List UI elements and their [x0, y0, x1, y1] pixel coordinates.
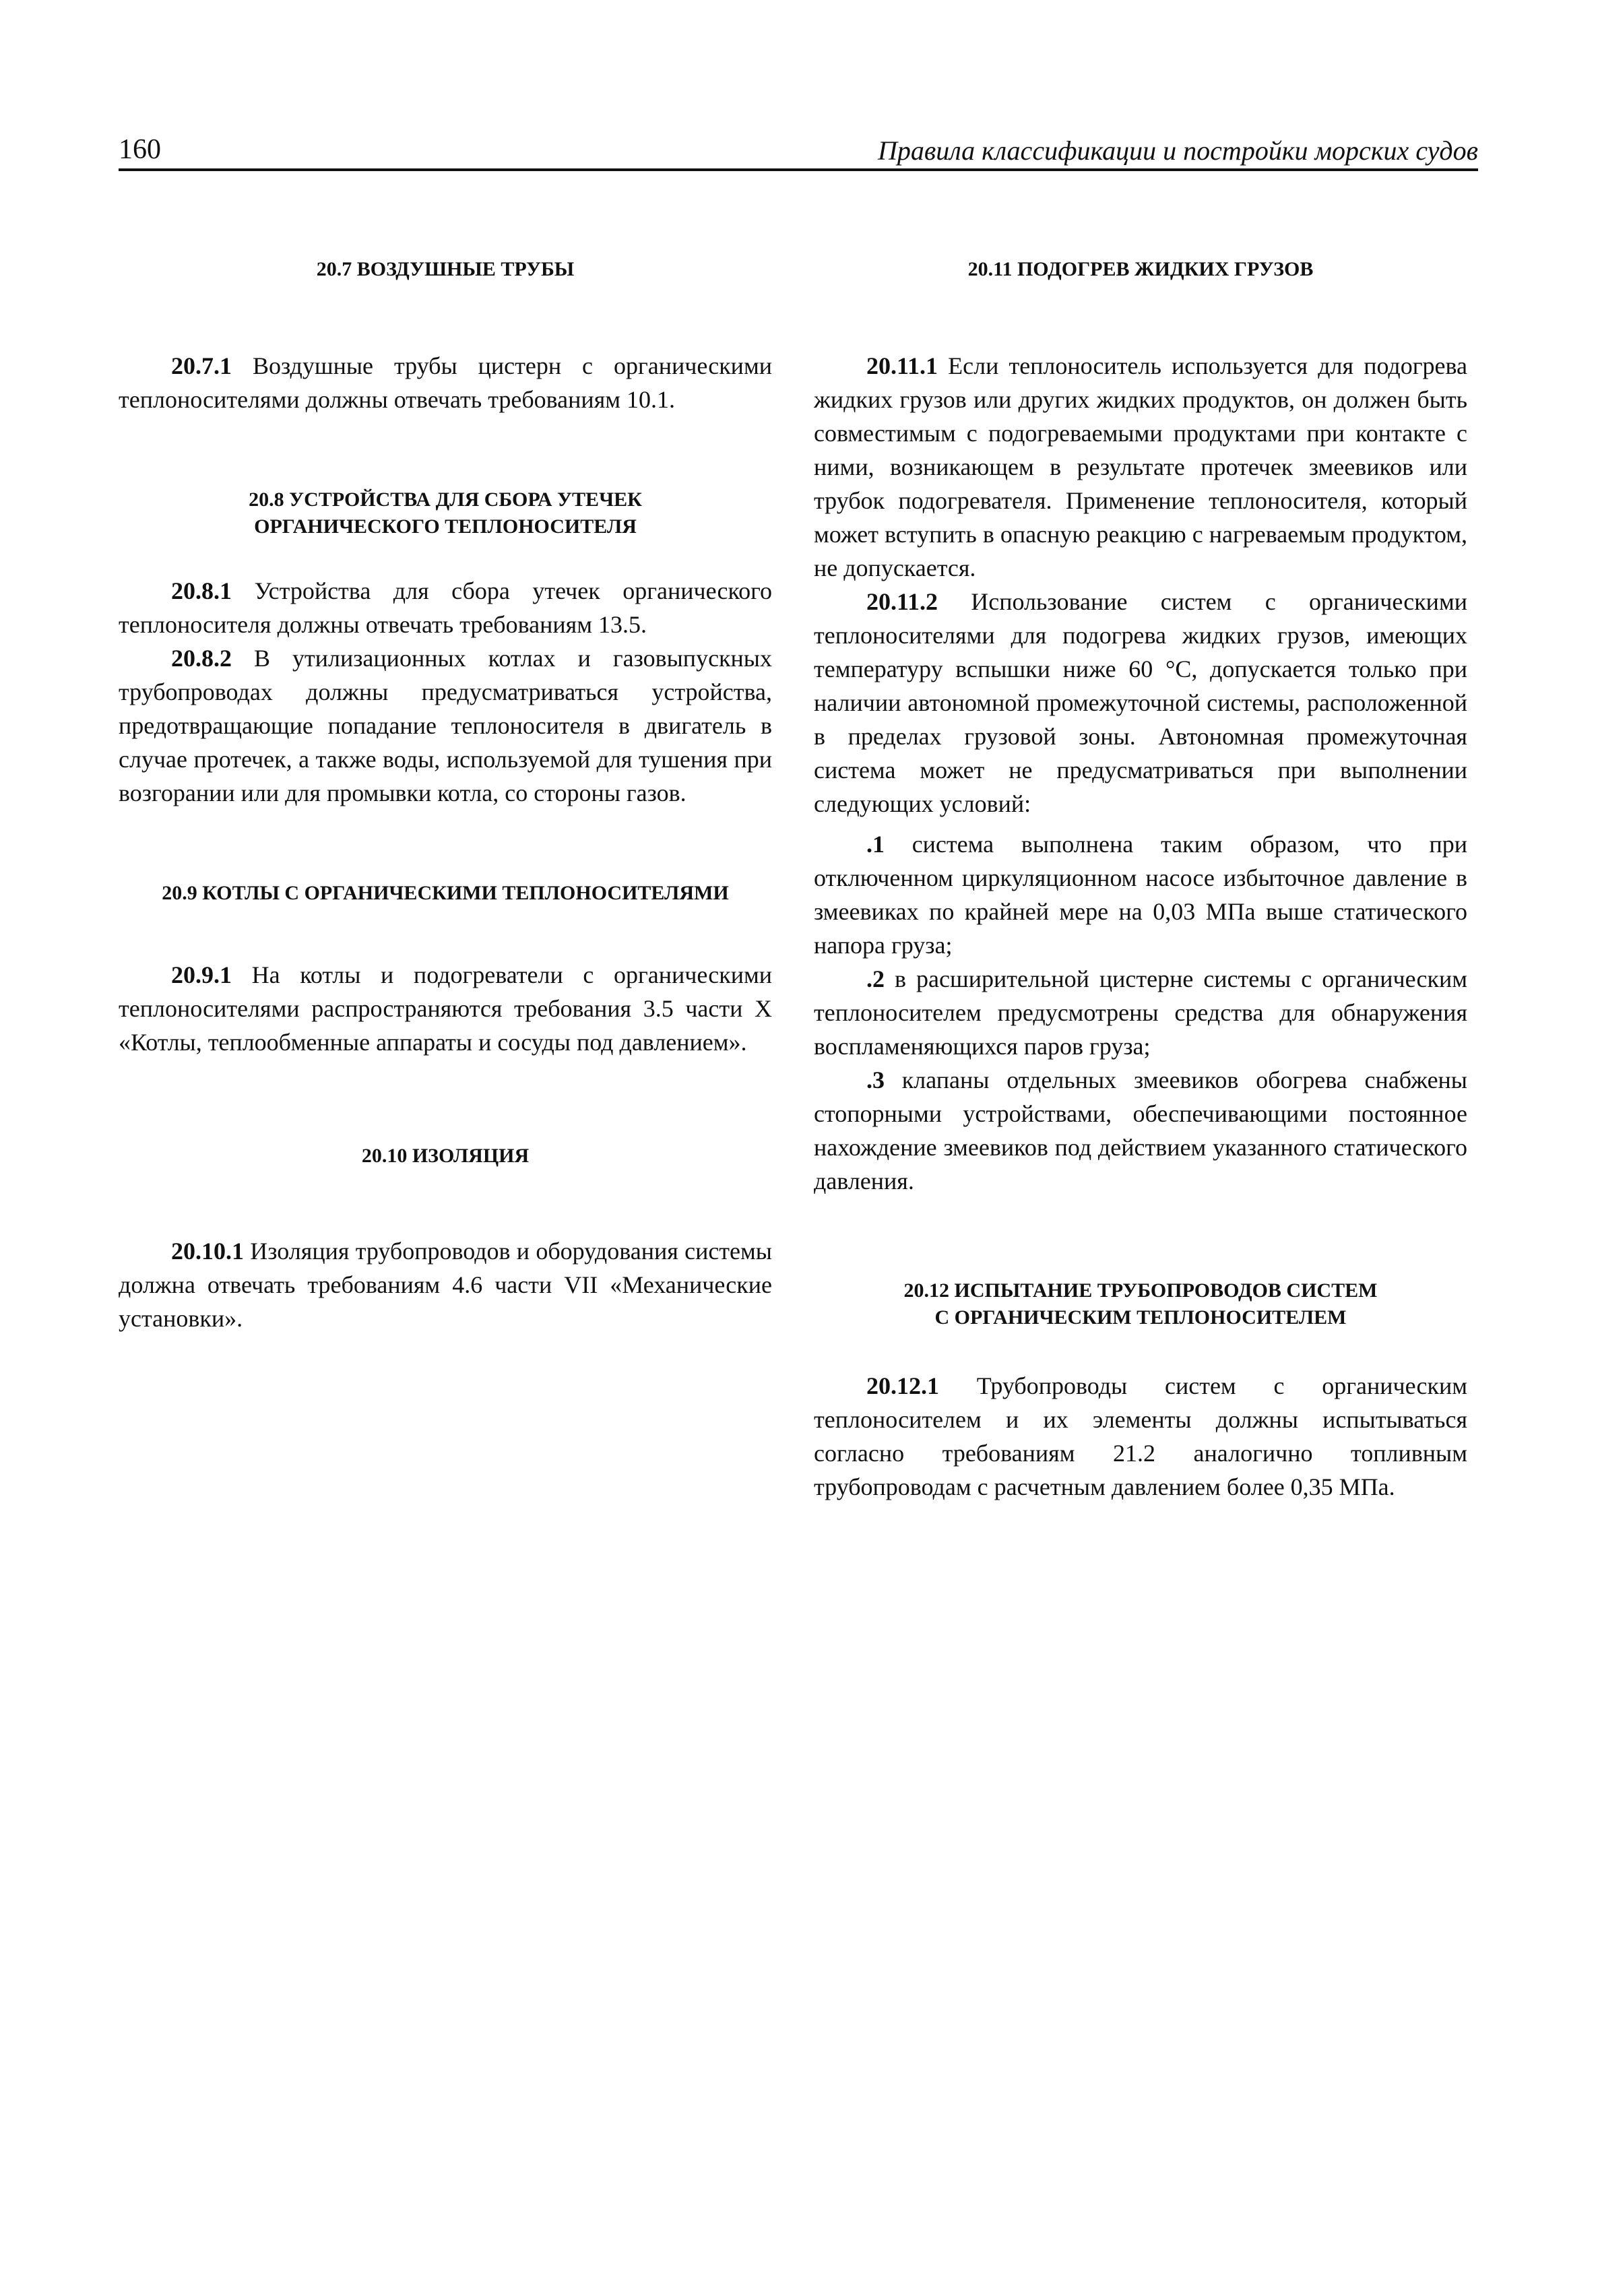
header-rule	[119, 168, 1478, 171]
list-marker: .1	[866, 831, 885, 858]
paragraph-20-7-1	[119, 349, 772, 416]
heading-line: С ОРГАНИЧЕСКИМ ТЕПЛОНОСИТЕЛЕМ	[934, 1306, 1347, 1329]
right-column	[814, 256, 1467, 1504]
heading-line: 20.8 УСТРОЙСТВА ДЛЯ СБОРА УТЕЧЕК	[249, 488, 642, 511]
clause-number: 20.11.2	[866, 588, 938, 615]
clause-text: Использование систем с органическими теплоносителями для подогрева жидких грузов, имеющих температуру вспышки ниже 60 °С, допускается только при наличии автономной промежуточной системы, расположенной в пределах грузовой зоны. Автономная промежуточная система может не предусматриваться при выполнении следующих условий:	[814, 588, 1467, 817]
list-item-2	[814, 962, 1467, 1063]
list-item-text: клапаны отдельных змеевиков обогрева снабжены стопорными устройствами, обеспечивающими постоянное нахождение змеевиков под действием указанного статического давления.	[814, 1066, 1467, 1194]
list-item-text: система выполнена таким образом, что при отключенном циркуляционном насосе избыточное давление в змеевиках по крайней мере на 0,03 МПа выше статического напора груза;	[814, 831, 1467, 959]
clause-text: На котлы и подогреватели с органическими теплоносителями распространяются требования 3.5 части X «Котлы, теплообменные аппараты и сосуды под давлением».	[119, 961, 772, 1056]
clause-text: Устройства для сбора утечек органического теплоносителя должны отвечать требованиям 13.5.	[119, 577, 772, 638]
list-item-1	[814, 827, 1467, 962]
section-heading-20-7: 20.7 ВОЗДУШНЫЕ ТРУБЫ	[316, 258, 575, 280]
clause-number: 20.11.1	[866, 352, 938, 379]
clause-text: Изоляция трубопроводов и оборудования системы должна отвечать требованиям 4.6 части VII «Механические установки».	[119, 1238, 772, 1332]
clause-text: Если теплоноситель используется для подогрева жидких грузов или других жидких продуктов, он должен быть совместимым с подогреваемыми продуктами при контакте с ними, возникающем в результате протечек змеевиков или трубок подогревателя. Применение теплоносителя, который может вступить в опасную реакцию с нагреваемым продуктом, не допускается.	[814, 352, 1467, 581]
list-marker: .3	[866, 1066, 885, 1093]
paragraph-20-8-2	[119, 641, 772, 810]
section-heading-20-9: 20.9 КОТЛЫ С ОРГАНИЧЕСКИМИ ТЕПЛОНОСИТЕЛЯМИ	[162, 882, 729, 904]
section-heading-20-11: 20.11 ПОДОГРЕВ ЖИДКИХ ГРУЗОВ	[967, 258, 1314, 280]
page-number: 160	[119, 134, 161, 165]
paragraph-20-11-1	[814, 349, 1467, 585]
list-item-text: в расширительной цистерне системы с органическим теплоносителем предусмотрены средства для обнаружения воспламеняющихся паров груза;	[814, 965, 1467, 1060]
left-column	[119, 256, 772, 1335]
clause-number: 20.12.1	[866, 1372, 939, 1399]
clause-text: Трубопроводы систем с органическим теплоносителем и их элементы должны испытываться согласно требованиям 21.2 аналогично топливным трубопроводам с расчетным давлением более 0,35 МПа.	[814, 1372, 1467, 1500]
clause-number: 20.8.1	[171, 577, 232, 604]
paragraph-20-12-1	[814, 1369, 1467, 1504]
paragraph-20-11-2	[814, 585, 1467, 821]
running-title: Правила классификации и постройки морских судов	[877, 135, 1478, 166]
list-item-3	[814, 1063, 1467, 1198]
page-header	[119, 133, 1478, 170]
clause-number: 20.9.1	[171, 961, 232, 988]
clause-number: 20.7.1	[171, 352, 232, 379]
clause-text: Воздушные трубы цистерн с органическими теплоносителями должны отвечать требованиям 10.1.	[119, 352, 772, 413]
clause-number: 20.8.2	[171, 645, 232, 672]
section-heading-20-12	[814, 1277, 1467, 1331]
paragraph-20-8-1	[119, 574, 772, 641]
list-marker: .2	[866, 965, 885, 992]
section-heading-20-10: 20.10 ИЗОЛЯЦИЯ	[361, 1145, 530, 1167]
section-heading-20-8	[119, 486, 772, 540]
clause-text: В утилизационных котлах и газовыпускных трубопроводах должны предусматриваться устройства, предотвращающие попадание теплоносителя в двигатель в случае протечек, а также воды, используемой для тушения при возгорании или для промывки котла, со стороны газов.	[119, 645, 772, 806]
heading-line: ОРГАНИЧЕСКОГО ТЕПЛОНОСИТЕЛЯ	[254, 515, 637, 538]
heading-line: 20.12 ИСПЫТАНИЕ ТРУБОПРОВОДОВ СИСТЕМ	[903, 1279, 1378, 1302]
clause-number: 20.10.1	[171, 1238, 244, 1265]
paragraph-20-9-1	[119, 958, 772, 1059]
paragraph-20-10-1	[119, 1234, 772, 1335]
